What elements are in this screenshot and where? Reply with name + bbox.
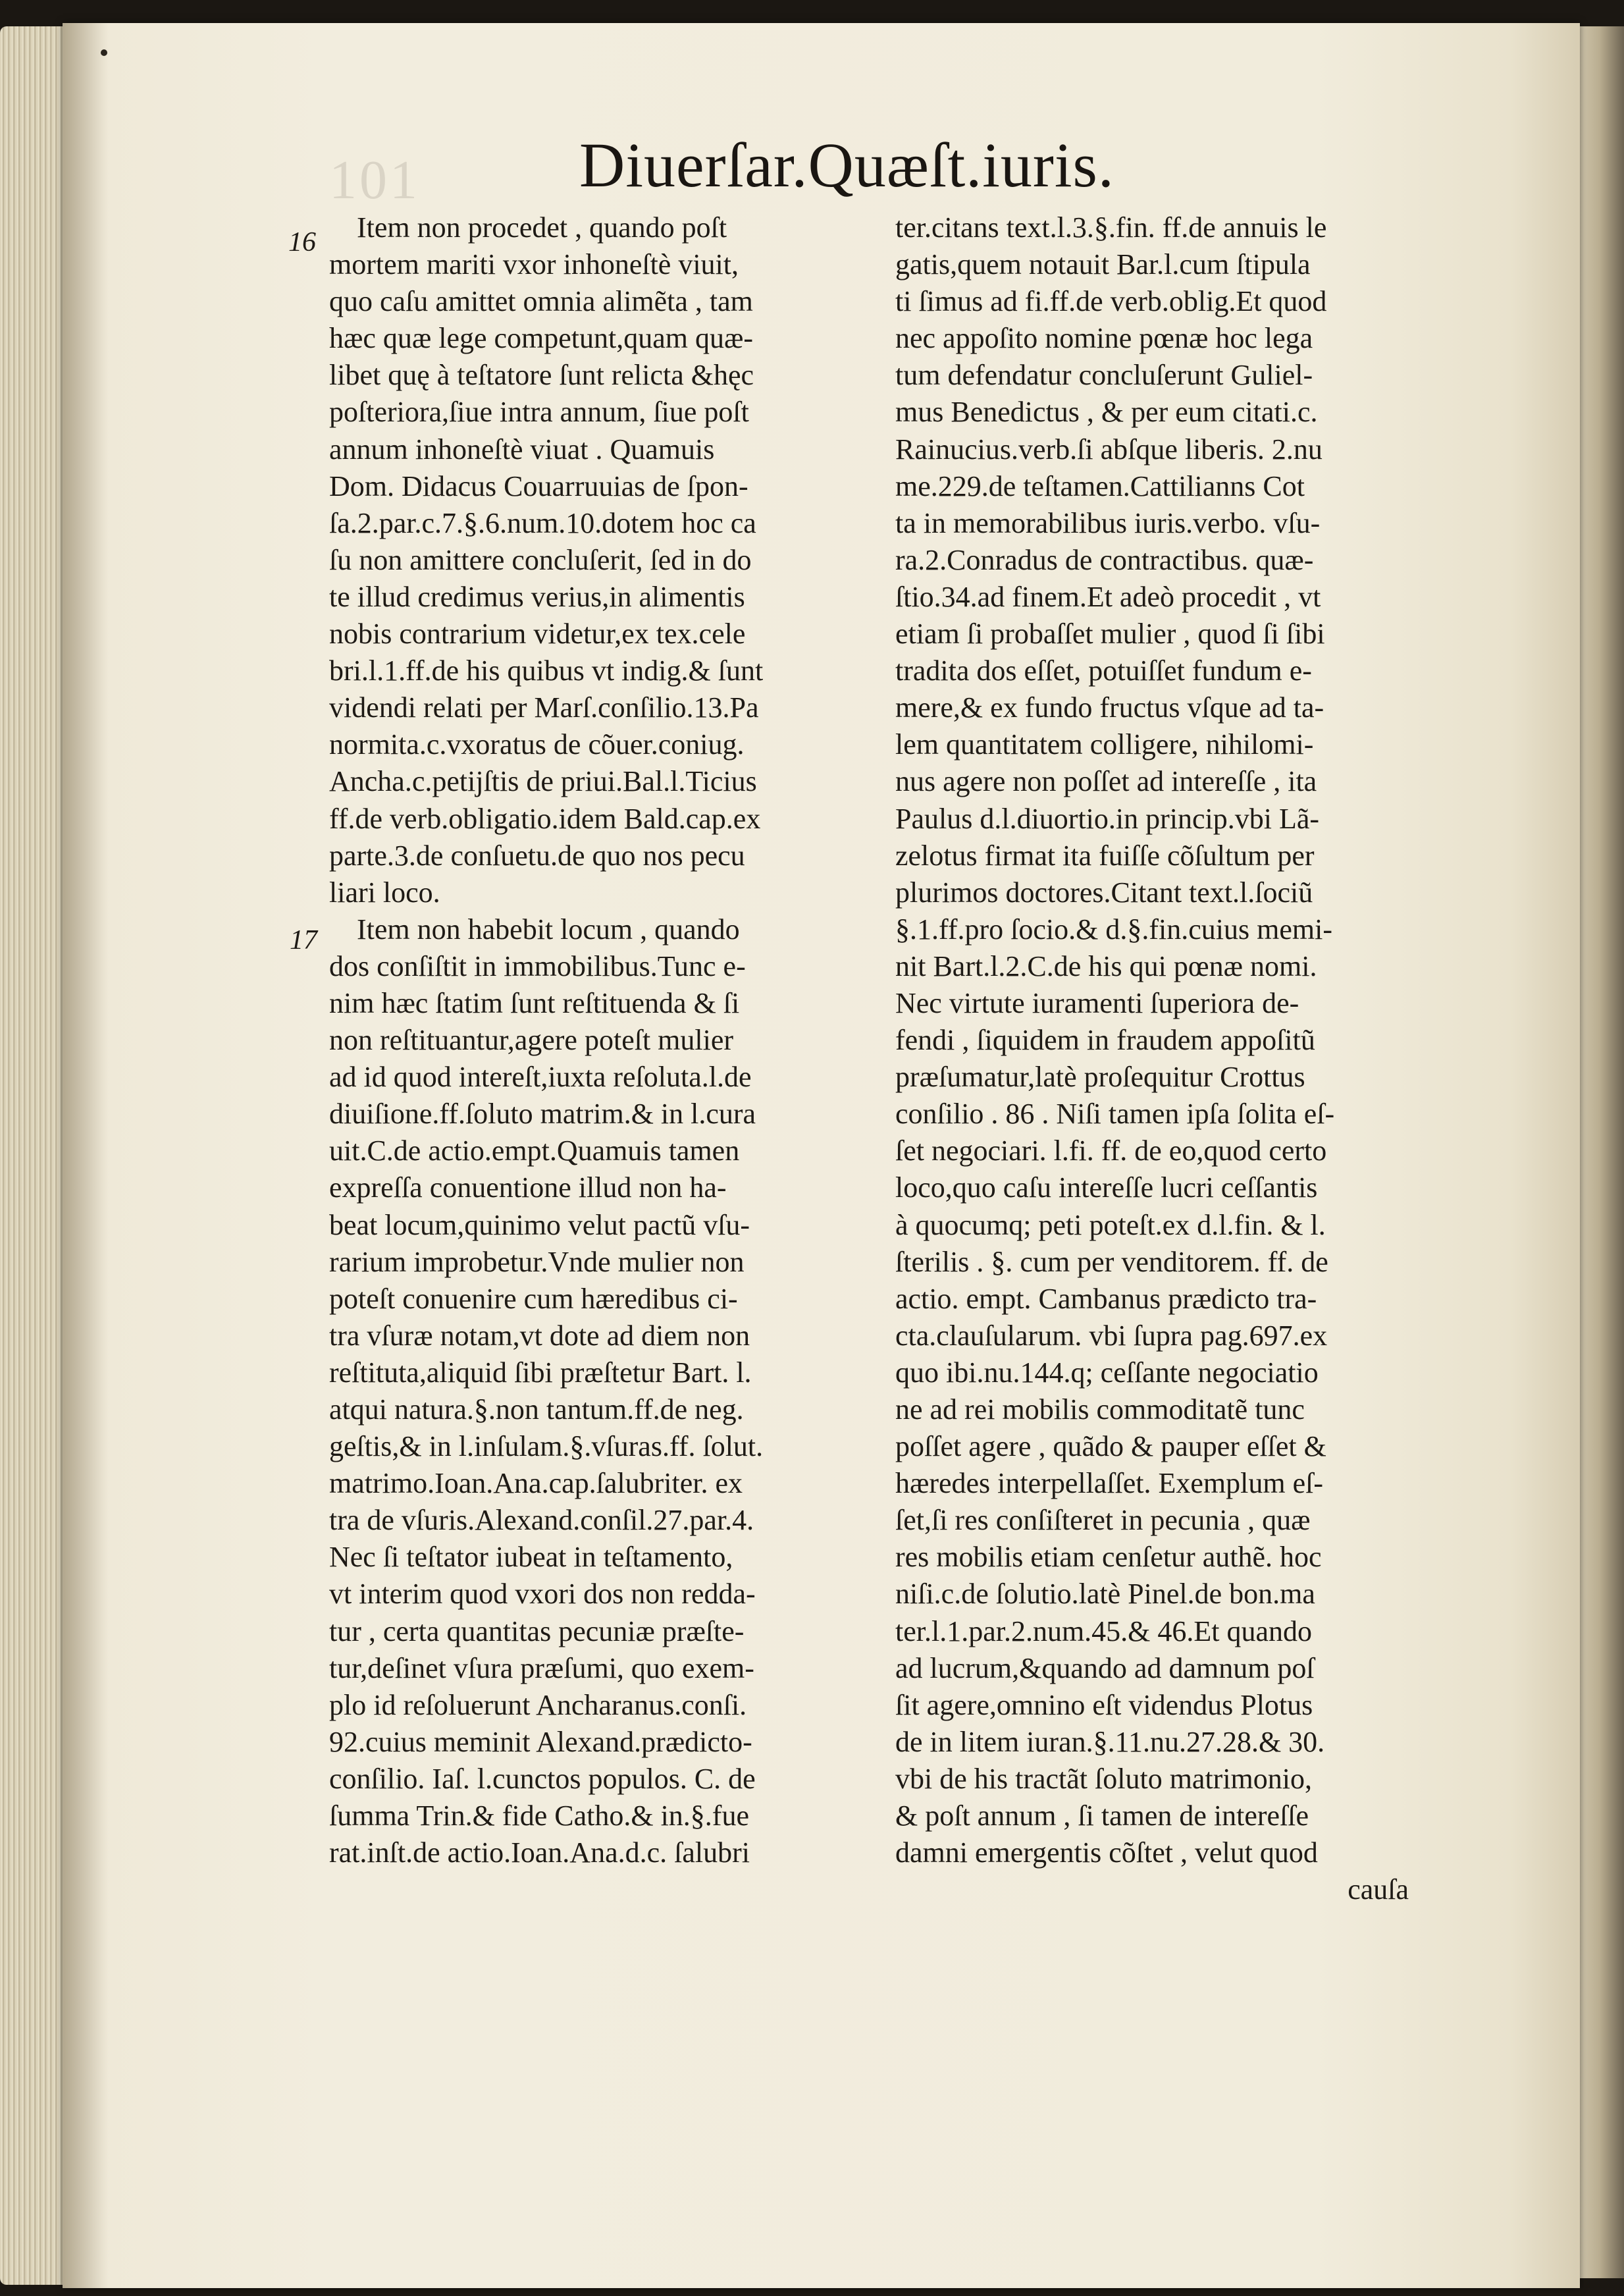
text-line: nit Bart.l.2.C.de his qui pœnæ nomi. — [895, 949, 1317, 982]
text-line: ſit agere,omnino eſt videndus Plotus — [895, 1688, 1313, 1721]
text-line: loco,quo caſu intereſſe lucri ceſſantis — [895, 1171, 1318, 1204]
text-line: poſteriora,ſiue intra annum, ſiue poſt — [329, 396, 749, 429]
text-line: poteſt conuenire cum hæredibus ci- — [329, 1282, 738, 1315]
text-line: te illud credimus verius,in alimentis — [329, 580, 745, 613]
text-line: vbi de his tractãt ſoluto matrimonio, — [895, 1762, 1312, 1795]
text-line: res mobilis etiam cenſetur authẽ. hoc — [895, 1541, 1322, 1574]
text-line: ne ad rei mobilis commoditatẽ tunc — [895, 1393, 1305, 1426]
text-line: Ancha.c.petijſtis de priui.Bal.l.Ticius — [329, 765, 757, 798]
text-line: de in litem iuran.§.11.nu.27.28.& 30. — [895, 1725, 1325, 1758]
text-line: præſumatur,latè proſequitur Crottus — [895, 1061, 1305, 1094]
text-line: mortem mariti vxor inhoneſtè viuit, — [329, 248, 739, 281]
text-line: quo caſu amittet omnia alimẽta , tam — [329, 285, 753, 318]
text-line: plurimos doctores.Citant text.l.ſociũ — [895, 876, 1313, 909]
text-line: conſilio. Iaſ. l.cunctos populos. C. de — [329, 1762, 756, 1795]
text-line: reſtituta,aliquid ſibi præſtetur Bart. l. — [329, 1356, 752, 1389]
text-line: tur , certa quantitas pecuniæ præſte- — [329, 1615, 745, 1647]
text-line: damni emergentis cõſtet , velut quod — [895, 1836, 1318, 1869]
text-line: Item non habebit locum , quando — [357, 913, 740, 946]
text-line: diuiſione.ff.ſoluto matrim.& in l.cura — [329, 1098, 756, 1131]
gutter-shadow — [63, 23, 109, 2288]
text-line: parte.3.de conſuetu.de quo nos pecu — [329, 839, 745, 872]
text-line: tra de vſuris.Alexand.conſil.27.par.4. — [329, 1504, 754, 1537]
text-line: mus Benedictus , & per eum citati.c. — [895, 396, 1318, 429]
text-line: matrimo.Ioan.Ana.cap.ſalubriter. ex — [329, 1467, 743, 1500]
text-line: geſtis,& in l.inſulam.§.vſuras.ff. ſolut. — [329, 1430, 764, 1463]
text-line: fendi , ſiquidem in fraudem appoſitũ — [895, 1024, 1315, 1057]
text-line: tradita dos eſſet, potuiſſet fundum e- — [895, 654, 1312, 687]
text-line: niſi.c.de ſolutio.latè Pinel.de bon.ma — [895, 1578, 1315, 1611]
text-line: ſet,ſi res conſiſteret in pecunia , quæ — [895, 1504, 1311, 1537]
text-line: mere,& ex fundo fructus vſque ad ta- — [895, 691, 1324, 724]
text-line: liari loco. — [329, 876, 440, 909]
ghost-page-number: 101 — [329, 149, 420, 211]
text-line: ſumma Trin.& fide Catho.& in.§.fue — [329, 1800, 749, 1832]
text-line: ſa.2.par.c.7.§.6.num.10.dotem hoc ca — [329, 506, 756, 539]
text-line: Rainucius.verb.ſi abſque liberis. 2.nu — [895, 433, 1323, 466]
text-line: ſterilis . §. cum per venditorem. ff. de — [895, 1245, 1328, 1278]
text-line: gatis,quem notauit Bar.l.cum ſtipula — [895, 248, 1311, 281]
text-line: poſſet agere , quãdo & pauper eſſet & — [895, 1430, 1326, 1463]
text-line: ff.de verb.obligatio.idem Bald.cap.ex — [329, 802, 761, 835]
text-line: etiam ſi probaſſet mulier , quod ſi ſibi — [895, 618, 1325, 651]
text-line: à quocumq; peti poteſt.ex d.l.fin. & l. — [895, 1208, 1326, 1241]
text-line: actio. empt. Cambanus prædicto tra- — [895, 1282, 1317, 1315]
text-line: non reſtituantur,agere poteſt mulier — [329, 1024, 734, 1057]
text-line: beat locum,quinimo velut pactũ vſu- — [329, 1208, 750, 1241]
catchword: cauſa — [1348, 1873, 1409, 1906]
text-line: nec appoſito nomine pœnæ hoc lega — [895, 322, 1313, 355]
text-line: lem quantitatem colligere, nihilomi- — [895, 728, 1314, 761]
text-line: ter.citans text.l.3.§.fin. ff.de annuis le — [895, 211, 1327, 244]
text-line: Paulus d.l.diuortio.in princip.vbi Lã- — [895, 802, 1320, 835]
right-text-column — [895, 209, 1415, 1908]
text-line: Nec virtute iuramenti ſuperiora de- — [895, 986, 1299, 1019]
left-text-column — [329, 209, 843, 1871]
text-line: ad id quod intereſt,iuxta reſoluta.l.de — [329, 1061, 752, 1094]
text-line: 92.cuius meminit Alexand.prædicto- — [329, 1725, 752, 1758]
text-line: videndi relati per Marſ.conſilio.13.Pa — [329, 691, 759, 724]
text-line: & poſt annum , ſi tamen de intereſſe — [895, 1800, 1309, 1832]
text-line: quo ibi.nu.144.q; ceſſante negociatio — [895, 1356, 1319, 1389]
text-line: Item non procedet , quando poſt — [357, 211, 727, 244]
text-line: me.229.de teſtamen.Cattilianns Cot — [895, 469, 1305, 502]
text-line: conſilio . 86 . Niſi tamen ipſa ſolita eſ- — [895, 1098, 1335, 1131]
text-line: tum defendatur concluſerunt Guliel- — [895, 359, 1313, 392]
running-head: Diuerſar.Quæſt.iuris. — [579, 130, 1114, 200]
text-line: atqui natura.§.non tantum.ff.de neg. — [329, 1393, 744, 1426]
text-line: ter.l.1.par.2.num.45.& 46.Et quando — [895, 1615, 1313, 1647]
text-line: bri.l.1.ff.de his quibus vt indig.& ſunt — [329, 654, 764, 687]
marginal-number-17: 17 — [290, 925, 317, 955]
text-line: libet quę à teſtatore ſunt relicta &hęc — [329, 359, 754, 392]
text-line: nobis contrarium videtur,ex tex.cele — [329, 618, 746, 651]
text-line: Dom. Didacus Couarruuias de ſpon- — [329, 469, 748, 502]
text-line: ſtio.34.ad finem.Et adeò procedit , vt — [895, 580, 1321, 613]
text-line: tur,deſinet vſura præſumi, quo exem- — [329, 1651, 754, 1684]
text-line: hæredes interpellaſſet. Exemplum eſ- — [895, 1467, 1324, 1500]
text-line: expreſſa conuentione illud non ha- — [329, 1171, 727, 1204]
text-line: rarium improbetur.Vnde mulier non — [329, 1245, 745, 1278]
text-line: cta.clauſularum. vbi ſupra pag.697.ex — [895, 1319, 1328, 1352]
text-line: zelotus firmat ita fuiſſe cõſultum per — [895, 839, 1315, 872]
text-line: ſet negociari. l.fi. ff. de eo,quod certo — [895, 1135, 1327, 1167]
text-line: ta in memorabilibus iuris.verbo. vſu- — [895, 506, 1321, 539]
text-line: normita.c.vxoratus de cõuer.coniug. — [329, 728, 745, 761]
text-line: hæc quæ lege competunt,quam quæ- — [329, 322, 753, 355]
text-line: Nec ſi teſtator iubeat in teſtamento, — [329, 1541, 733, 1574]
text-line: ti ſimus ad fi.ff.de verb.oblig.Et quod — [895, 285, 1327, 318]
text-line: §.1.ff.pro ſocio.& d.§.fin.cuius memi- — [895, 913, 1332, 946]
text-line: plo id reſoluerunt Ancharanus.conſi. — [329, 1688, 747, 1721]
text-line: ad lucrum,&quando ad damnum poſ — [895, 1651, 1315, 1684]
text-line: uit.C.de actio.empt.Quamuis tamen — [329, 1135, 740, 1167]
book-page-edges — [0, 26, 72, 2285]
text-line: rat.inſt.de actio.Ioan.Ana.d.c. ſalubri — [329, 1836, 750, 1869]
text-line: vt interim quod vxori dos non redda- — [329, 1578, 756, 1611]
book-right-edge — [1580, 26, 1624, 2278]
text-line: nus agere non poſſet ad intereſſe , ita — [895, 765, 1317, 798]
ink-speck — [101, 49, 107, 56]
text-line: ra.2.Conradus de contractibus. quæ- — [895, 543, 1314, 576]
text-line: ſu non amittere concluſerit, ſed in do — [329, 543, 752, 576]
text-line: dos conſiſtit in immobilibus.Tunc e- — [329, 949, 746, 982]
text-line: tra vſuræ notam,vt dote ad diem non — [329, 1319, 750, 1352]
marginal-number-16: 16 — [288, 227, 316, 257]
text-line: nim hæc ſtatim ſunt reſtituenda & ſi — [329, 986, 740, 1019]
text-line: annum inhoneſtè viuat . Quamuis — [329, 433, 715, 466]
